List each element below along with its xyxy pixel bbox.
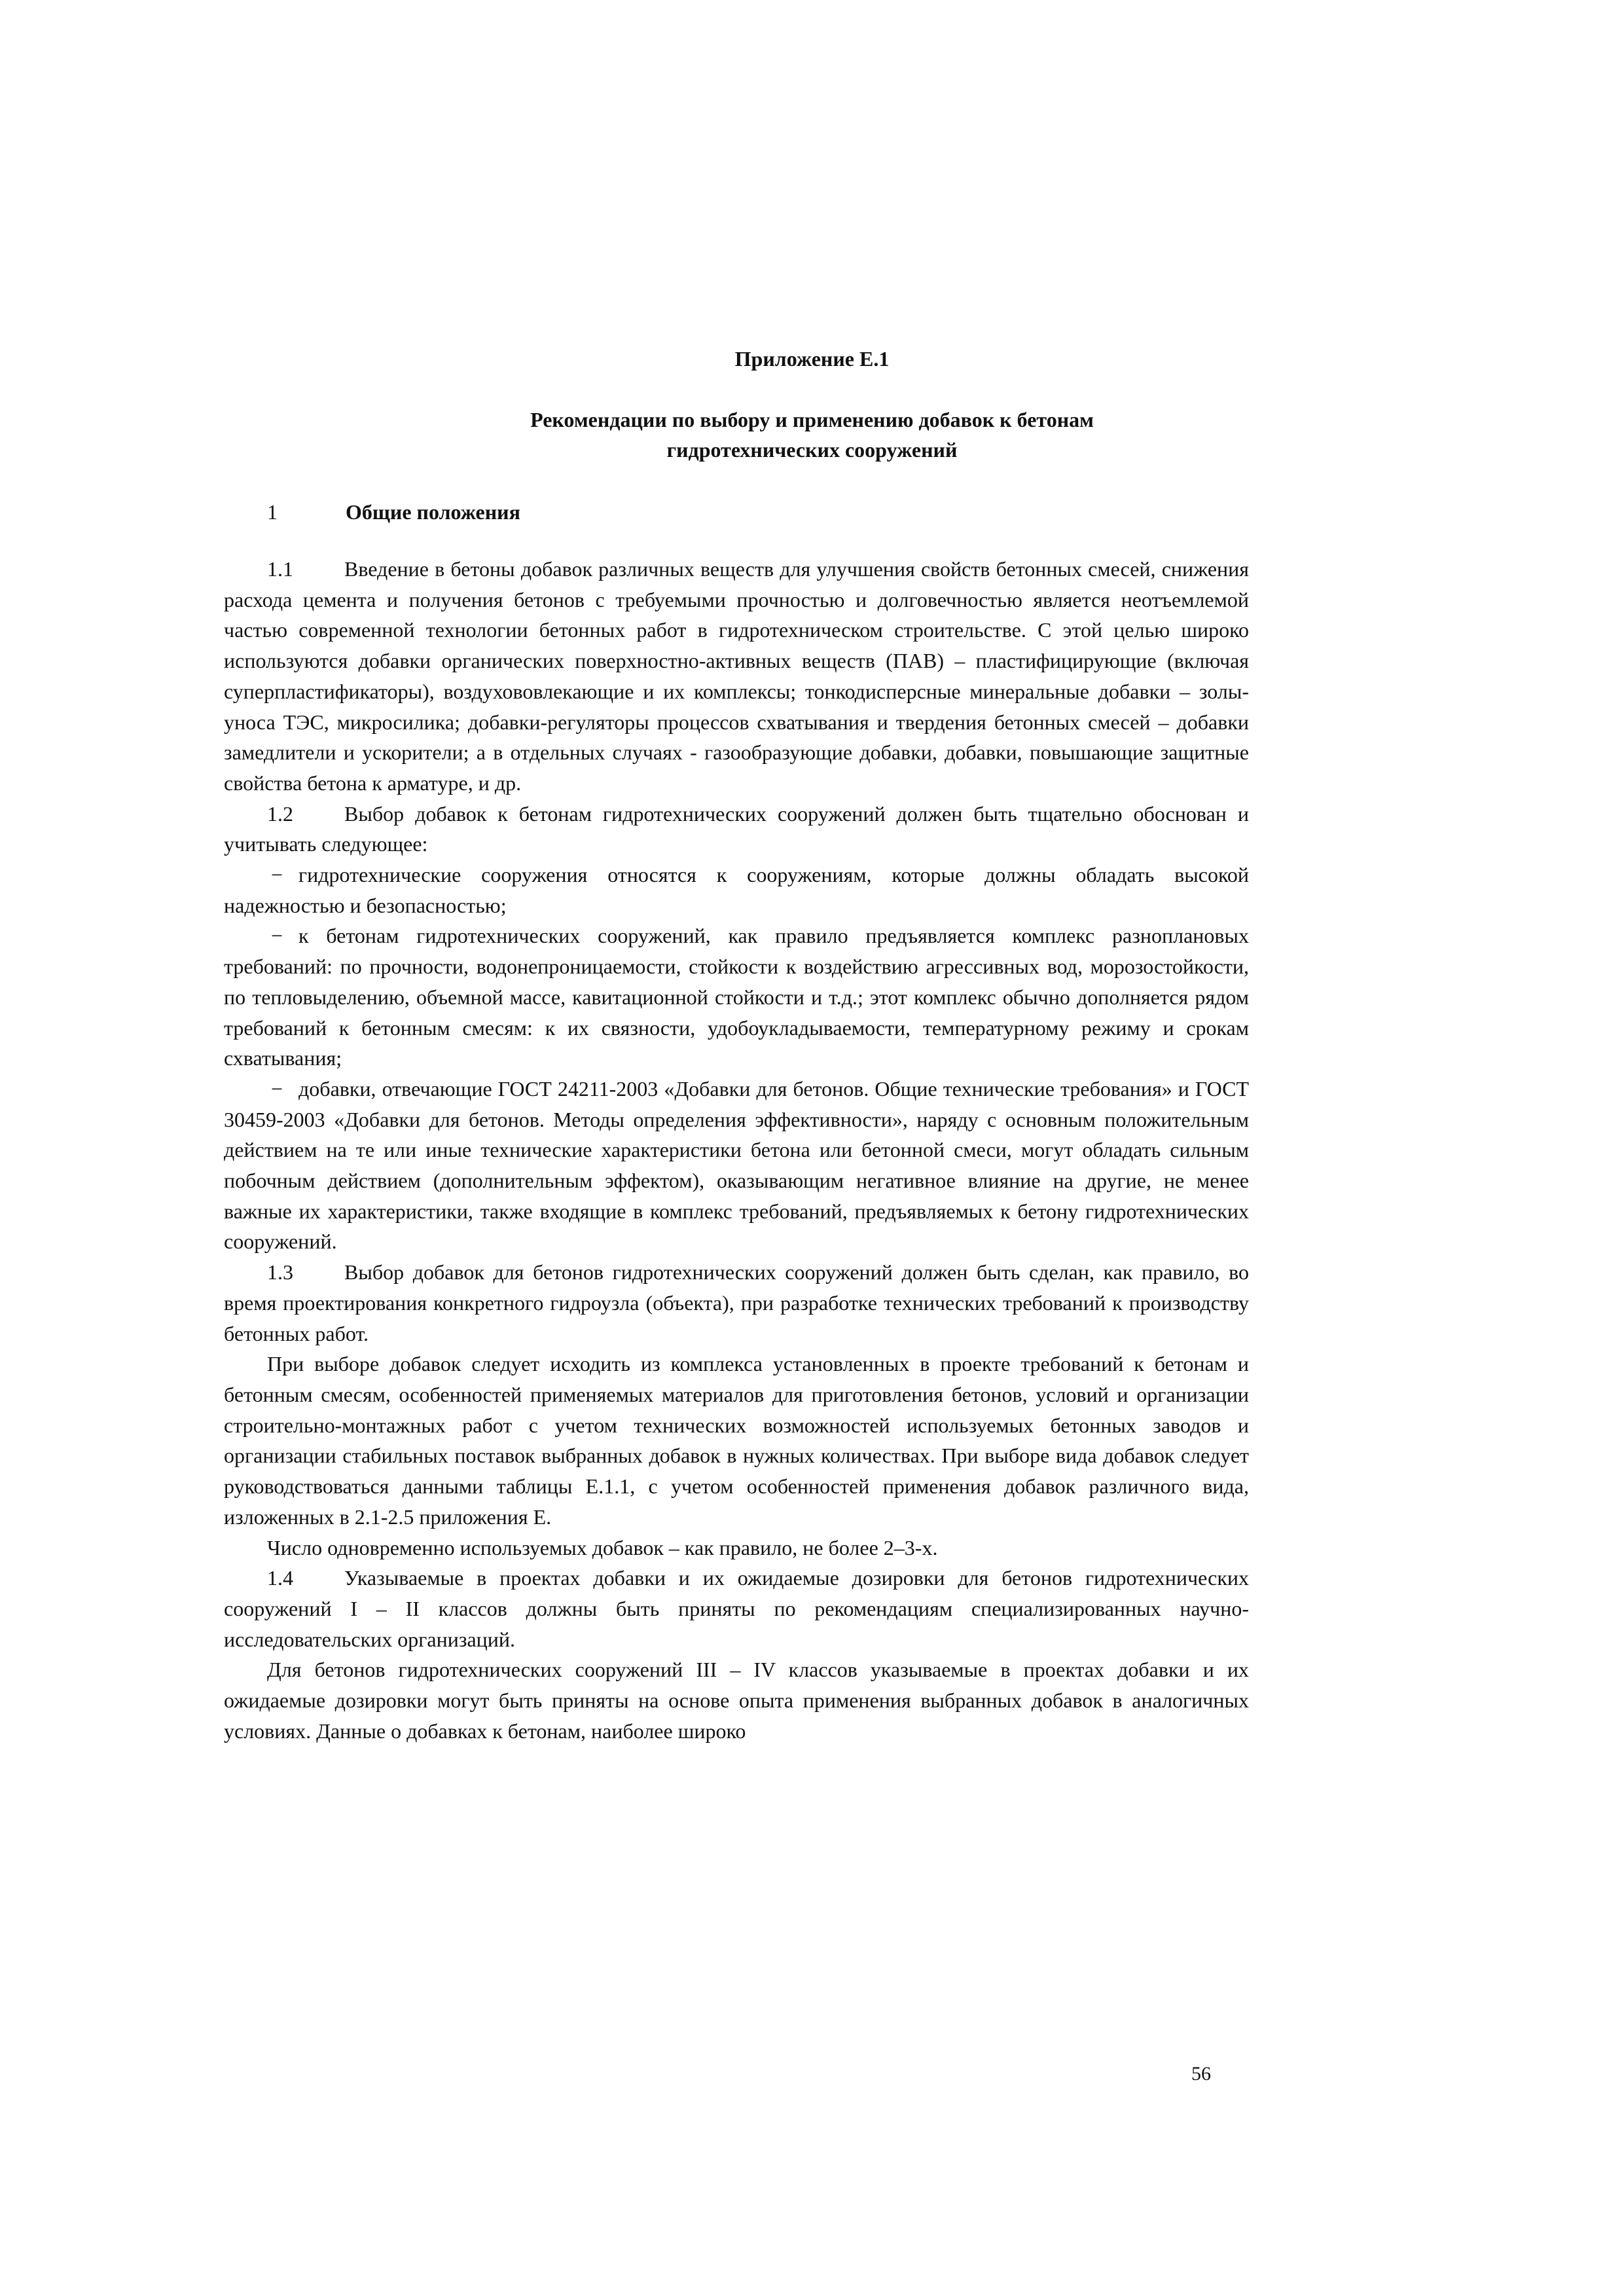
dash-marker: − xyxy=(270,924,283,948)
paragraph: При выборе добавок следует исходить из комплекса установленных в проекте требований к бетонам и бетонным смесям, особенностей применяемых материалов для приготовления бетонов, условий и организации строительно-монтажных работ с учетом технических возможностей используемых бетонных заводов и организации стабильных поставок выбранных добавок в нужных количествах. При выборе вида добавок следует руководствоваться данными таблицы Е.1.1, с учетом особенностей применения добавок различного вида, изложенных в 2.1-2.5 приложения Е. xyxy=(224,1352,1249,1529)
paragraph-number: 1.3 xyxy=(267,1260,293,1285)
section-heading xyxy=(267,499,520,525)
list-item-text: добавки, отвечающие ГОСТ 24211-2003 «Добавки для бетонов. Общие технические требования» и ГОСТ 30459-2003 «Добавки для бетонов. Методы определения эффективности», наряду с основным положительным действием на те или иные технические характеристики бетона или бетонной смеси, могут обладать сильным побочным действием (дополнительным эффектом), оказывающим негативное влияние на другие, не менее важные их характеристики, также входящие в комплекс требований, предъявляемых к бетону гидротехнических сооружений. xyxy=(224,1076,1249,1254)
section-title: Общие положения xyxy=(346,500,520,524)
list-item-text: гидротехнические сооружения относятся к сооружениям, которые должны обладать высокой надежностью и безопасностью; xyxy=(224,863,1249,917)
paragraph: Для бетонов гидротехнических сооружений III – IV классов указываемые в проектах добавки и их ожидаемые дозировки могут быть приняты на основе опыта применения выбранных добавок в аналогичных условиях. Данные о добавках к бетонам, наиболее широко xyxy=(224,1658,1249,1743)
paragraph-text: Введение в бетоны добавок различных веществ для улучшения свойств бетонных смесей, снижения расхода цемента и получения бетонов с требуемыми прочностью и долговечностью является неотъемлемой частью современной технологии бетонных работ в гидротехническом строительстве. С этой целью широко используются добавки органических поверхностно-активных веществ (ПАВ) – пластифицирующие (включая суперпластификаторы), воздухововлекающие и их комплексы; тонкодисперсные минеральные добавки – золы-уноса ТЭС, микросилика; добавки-регуляторы процессов схватывания и твердения бетонных смесей – добавки замедлители и ускорители; а в отдельных случаях - газообразующие добавки, добавки, повышающие защитные свойства бетона к арматуре, и др. xyxy=(224,557,1249,795)
paragraph-number: 1.2 xyxy=(267,801,293,826)
list-item xyxy=(224,860,1249,920)
list-item xyxy=(224,1074,1249,1257)
paragraph-1-4 xyxy=(224,1563,1249,1654)
paragraph-1-3 xyxy=(224,1257,1249,1349)
paragraph-text: Указываемые в проектах добавки и их ожидаемые дозировки для бетонов гидротехнических сооружений I – II классов должны быть приняты по рекомендациям специализированных научно-исследовательских организаций. xyxy=(224,1566,1249,1651)
paragraph: Число одновременно используемых добавок – как правило, не более 2–3-х. xyxy=(267,1535,938,1559)
paragraph-number: 1.1 xyxy=(267,557,293,581)
list-item xyxy=(224,920,1249,1074)
appendix-title: Приложение Е.1 xyxy=(734,347,890,371)
document-title xyxy=(0,405,1624,465)
page-number: 56 xyxy=(1191,2063,1211,2085)
paragraph-text: Выбор добавок для бетонов гидротехнических сооружений должен быть сделан, как правило, во время проектирования конкретного гидроузла (объекта), при разработке технических требований к производству бетонных работ. xyxy=(224,1260,1249,1345)
paragraph-number: 1.4 xyxy=(267,1566,293,1590)
title-line-2: гидротехнических сооружений xyxy=(666,438,958,462)
body-text xyxy=(224,554,1249,1746)
paragraph-text: Выбор добавок к бетонам гидротехнических сооружений должен быть тщательно обоснован и учитывать следующее: xyxy=(224,801,1249,856)
paragraph-1-2 xyxy=(224,799,1249,860)
list-item-text: к бетонам гидротехнических сооружений, как правило предъявляется комплекс разноплановых требований: по прочности, водонепроницаемости, стойкости к воздействию агрессивных вод, морозостойкости, по тепловыделению, объемной массе, кавитационной стойкости и т.д.; этот комплекс обычно дополняется рядом требований к бетонным смесям: к их связности, удобоукладываемости, температурному режиму и срокам схватывания; xyxy=(224,924,1249,1070)
paragraph-1-1 xyxy=(224,554,1249,799)
title-line-1: Рекомендации по выбору и применению добавок к бетонам xyxy=(530,408,1094,431)
section-number: 1 xyxy=(267,500,278,524)
dash-marker: − xyxy=(270,1076,283,1101)
dash-marker: − xyxy=(270,863,283,887)
